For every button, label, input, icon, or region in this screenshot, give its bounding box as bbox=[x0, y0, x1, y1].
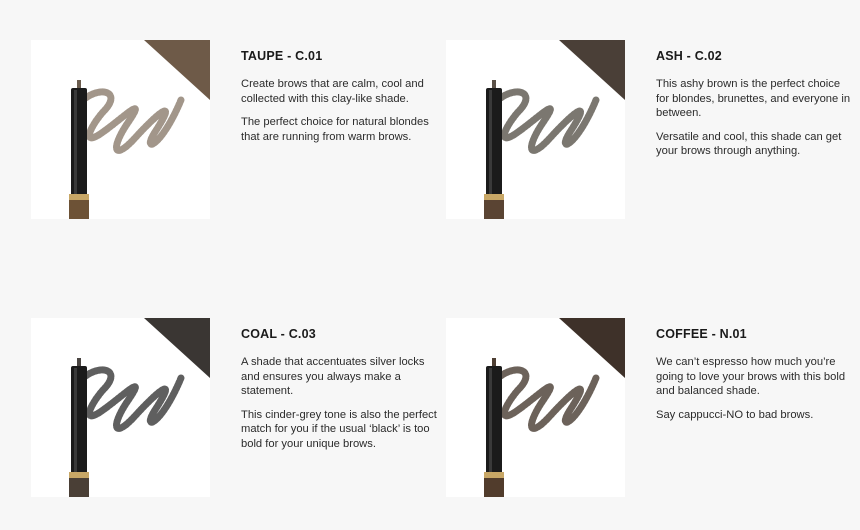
brow-stroke bbox=[498, 370, 596, 429]
product-title: COFFEE - N.01 bbox=[656, 327, 747, 341]
shade-swatch bbox=[144, 40, 210, 100]
product-image bbox=[31, 318, 210, 497]
product-description: Versatile and cool, this shade can get your brows through anything. bbox=[656, 130, 842, 158]
product-description: We can’t espresso how much you’re going to love your brows with this bold and balanced shade. bbox=[656, 356, 846, 398]
pencil-icon bbox=[484, 358, 504, 497]
product-image bbox=[31, 40, 210, 219]
product-card-coal bbox=[31, 318, 437, 498]
brow-stroke bbox=[83, 370, 181, 429]
product-description: This cinder-grey tone is also the perfect match for you if the usual ‘black’ is too bold for your unique brows. bbox=[241, 408, 437, 450]
pencil-icon bbox=[69, 358, 89, 497]
product-image bbox=[446, 318, 625, 497]
product-description: The perfect choice for natural blondes that are running from warm brows. bbox=[241, 116, 429, 143]
product-card-coffee bbox=[446, 318, 846, 498]
shade-swatch bbox=[559, 318, 625, 378]
shade-swatch bbox=[144, 318, 210, 378]
product-title: COAL - C.03 bbox=[241, 327, 316, 341]
product-title: TAUPE - C.01 bbox=[241, 49, 323, 63]
brow-stroke bbox=[83, 92, 181, 151]
product-description: Create brows that are calm, cool and collected with this clay-like shade. bbox=[241, 78, 424, 105]
shade-swatch bbox=[559, 40, 625, 100]
product-description: A shade that accentuates silver locks and ensures you always make a statement. bbox=[241, 356, 425, 398]
brow-stroke bbox=[498, 92, 596, 151]
pencil-icon bbox=[484, 80, 504, 219]
product-card-ash bbox=[446, 40, 851, 220]
product-card-taupe bbox=[31, 40, 431, 220]
product-description: This ashy brown is the perfect choice for blondes, brunettes, and everyone in between. bbox=[656, 78, 851, 120]
product-title: ASH - C.02 bbox=[656, 49, 722, 63]
product-description: Say cappucci-NO to bad brows. bbox=[656, 408, 814, 421]
pencil-icon bbox=[69, 80, 89, 219]
product-image bbox=[446, 40, 625, 219]
